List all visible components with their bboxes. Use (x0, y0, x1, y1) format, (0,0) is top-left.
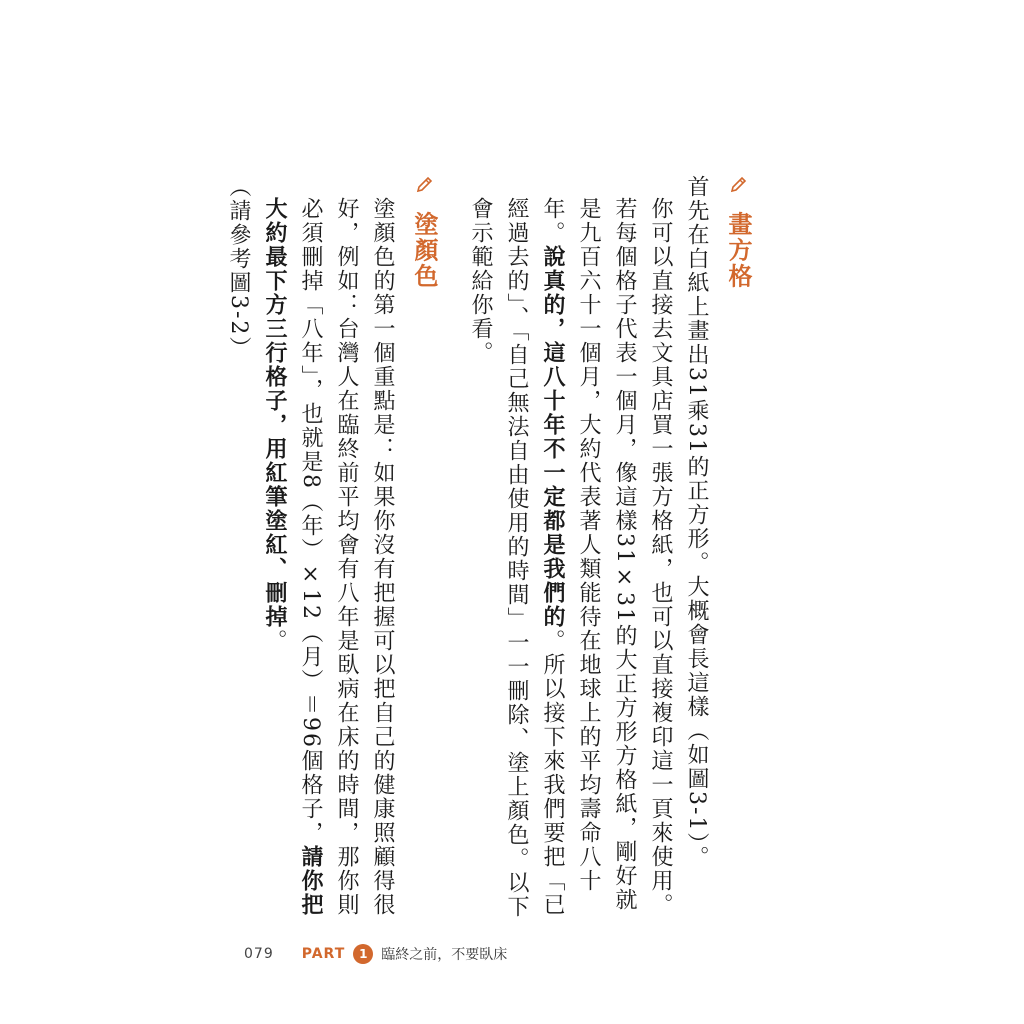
section-color-grid (226, 175, 442, 935)
paragraph (462, 175, 642, 935)
emphasis-text: 說真的，這八十年不一定都是我們的 (540, 245, 565, 629)
paragraph (256, 175, 400, 935)
section-draw-grid (468, 175, 756, 935)
section-heading (406, 175, 442, 935)
emphasis-text: 請你把大約最下方三行格子，用紅筆塗紅、刪掉 (262, 197, 323, 917)
pencil-icon (414, 175, 434, 195)
heading-text: 塗顏色 (410, 211, 438, 290)
heading-text: 畫方格 (724, 211, 752, 290)
chapter-title: 臨終之前，不要臥床 (381, 947, 508, 963)
part-number-badge: 1 (353, 944, 373, 964)
paragraph-text: 。所以接下來我們要把「已經過去的」、「自己無法自由使用的時間」一一刪除、塗上顏色。以下會示範給你看。 (468, 197, 565, 919)
paragraph-text: 塗顏色的第一個重點是：如果你沒有把握可以把自己的健康照顧得很好，例如：台灣人在臨終前平均會有八年是臥病在床的時間，那你則必須刪掉「八年」，也就是8（年）×12（月）＝96個格子， (298, 197, 395, 917)
paragraph-text: 若每個格子代表一個月，像這樣31×31的大正方形方格紙，剛好就是九百六十一 (576, 197, 637, 912)
paragraph: 你可以直接去文具店買一張方格紙，也可以直接複印這一頁來使用。 (648, 197, 673, 917)
pencil-icon (728, 175, 748, 195)
paragraph: 首先在白紙上畫出31乘31的正方形。大概會長這樣（如圖3-1）。 (684, 175, 709, 870)
section-heading (720, 175, 756, 935)
paragraph: （請參考圖3-2） (226, 175, 251, 361)
part-label: PART (301, 946, 346, 962)
paragraph-text: 個月，大約代表著人類能待在地球上的平均壽命八十年。 (540, 197, 601, 893)
page-number: 079 (244, 946, 274, 962)
page-footer (244, 940, 507, 968)
paragraph-text: 。 (262, 629, 287, 653)
